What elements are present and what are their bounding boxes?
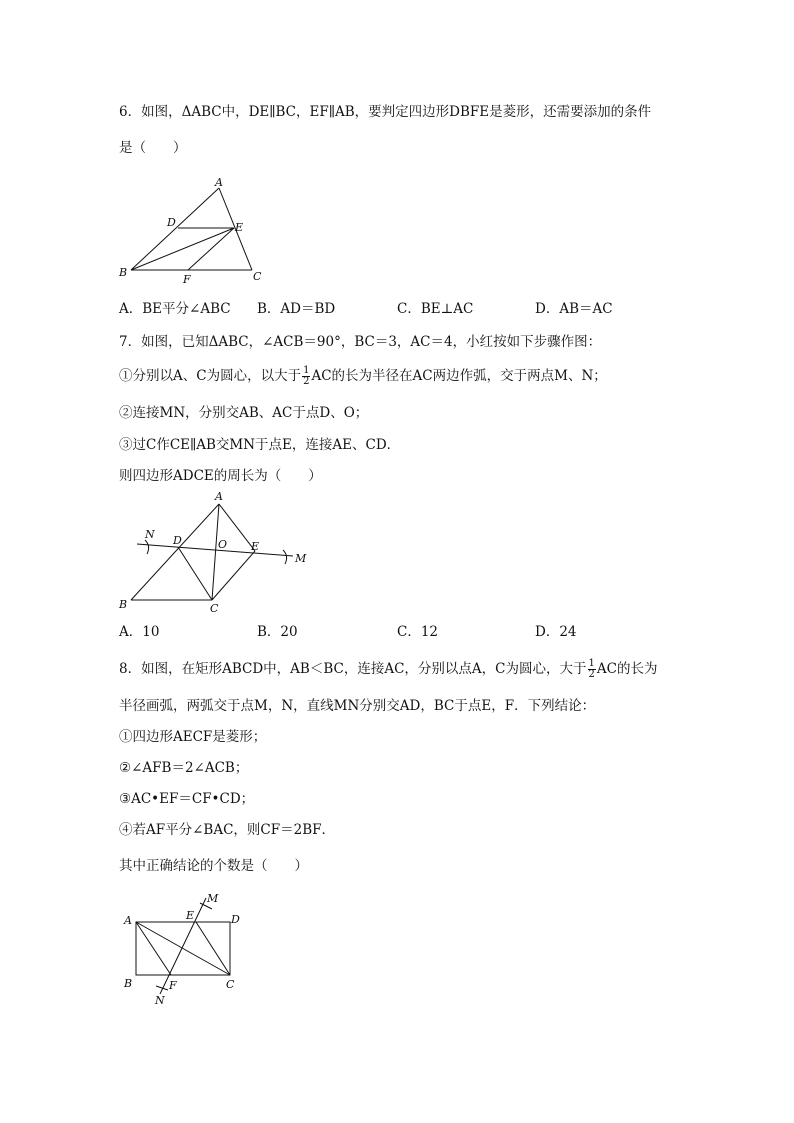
q8-question: 其中正确结论的个数是（ ） [119,858,308,874]
q6-stem-line1: 6．如图，ΔABC中，DE∥BC，EF∥AB，要判定四边形DBFE是菱形，还需要添加的条件 [119,104,652,120]
q6-figure [115,176,285,286]
q8-conclusion-3: ③AC•EF＝CF•CD； [119,791,255,807]
q6-option-c[interactable]: C．BE⊥AC [397,301,474,317]
q7-step1-pre: ①分别以A、C为圆心，以大于 [119,368,302,384]
q6-seg-ef [188,228,234,270]
q7-label-n: N [145,528,155,541]
q7-seg-ab [131,504,219,600]
q8-label-n: N [155,994,165,1007]
q6-stem-line2: 是（ ） [119,140,187,156]
q7-question: 则四边形ADCE的周长为（ ） [119,468,322,484]
q8-fraction [588,659,596,680]
q6-label-a: A [215,176,223,189]
q6-label-b: B [119,266,128,279]
q8-label-c: C [226,978,235,991]
q8-stem-post: AC的长为 [596,661,658,677]
q7-arc-n [145,540,149,554]
q8-label-f: F [169,979,177,992]
q6-label-d: D [167,216,176,229]
q7-seg-ce [212,551,255,600]
q7-figure [115,490,315,620]
q8-frac-num: 1 [588,658,595,669]
q8-conclusion-1: ①四边形AECF是菱形； [119,729,267,745]
q7-label-a: A [215,490,223,503]
q7-fraction [302,366,310,387]
q8-seg-ec [196,922,230,975]
q7-label-c: C [210,602,219,615]
q8-stem-pre: 8．如图，在矩形ABCD中，AB＜BC，连接AC，分别以点A，C为圆心，大于 [119,661,587,677]
q6-seg-ab [131,188,219,270]
q8-conclusion-4: ④若AF平分∠BAC，则CF＝2BF． [119,822,335,838]
q6-label-e: E [235,221,244,234]
q8-stem-line2: 半径画弧，两弧交于点M，N，直线MN分别交AD，BC于点E，F．下列结论： [119,698,596,714]
q8-label-e: E [186,909,195,922]
q8-conclusion-2: ②∠AFB＝2∠ACB； [119,760,249,776]
q7-label-d: D [173,534,182,547]
q6-option-d[interactable]: D．AB＝AC [535,301,613,317]
q8-label-d: D [231,913,240,926]
q7-arc-m [283,550,287,564]
q7-option-c[interactable]: C．12 [397,624,439,640]
q7-option-d[interactable]: D．24 [535,624,577,640]
q7-seg-ac [212,504,219,600]
q7-label-b: B [119,598,128,611]
q8-seg-ac [136,922,230,975]
q8-label-a: A [124,914,132,927]
q8-stem-line1 [119,659,657,680]
q8-label-m: M [207,892,219,905]
q8-figure [118,886,268,1011]
q6-seg-be [131,228,234,270]
q7-step1-post: AC的长为半径在AC两边作弧，交于两点M、N； [311,368,607,384]
q8-seg-af [136,922,171,975]
q7-stem: 7．如图，已知ΔABC，∠ACB＝90°，BC＝3，AC＝4，小红按如下步骤作图： [119,334,602,350]
q7-option-b[interactable]: B．20 [257,624,298,640]
q6-option-a[interactable]: A．BE平分∠ABC [119,301,231,317]
q7-option-a[interactable]: A．10 [119,624,160,640]
q8-seg-mn [160,898,206,994]
q7-label-o: O [218,538,228,551]
q7-label-e: E [251,540,260,553]
q8-label-b: B [124,977,133,990]
q6-option-b[interactable]: B．AD＝BD [257,301,336,317]
q7-step1 [119,366,607,387]
q6-label-f: F [183,273,191,286]
q8-frac-den: 2 [588,669,595,680]
q7-step2: ②连接MN，分别交AB、AC于点D、O； [119,405,369,421]
q7-frac-den: 2 [303,376,310,387]
q7-label-m: M [295,552,307,565]
q6-label-c: C [253,270,262,283]
q7-step3: ③过C作CE∥AB交MN于点E，连接AE、CD． [119,437,401,453]
q7-frac-num: 1 [303,365,310,376]
q7-seg-cd [178,547,212,600]
